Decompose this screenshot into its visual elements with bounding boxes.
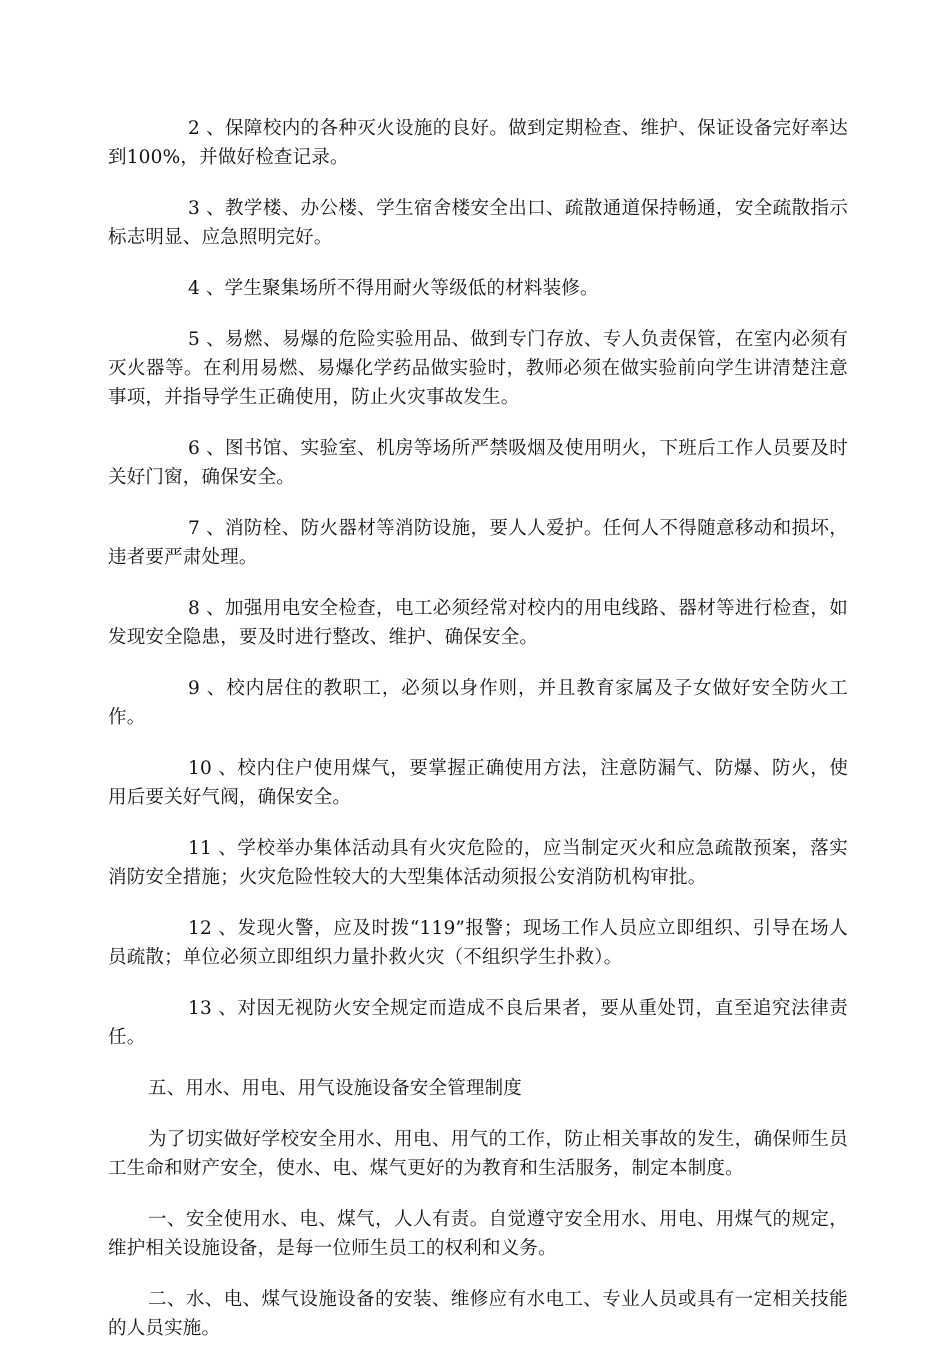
list-item-2 (108, 114, 848, 172)
list-item-10 (108, 754, 848, 812)
list-item-5 (108, 325, 848, 412)
item-number: 6 (188, 438, 200, 459)
item-number: 10 (188, 758, 212, 779)
list-item-9 (108, 674, 848, 732)
item-number: 3 (188, 198, 200, 219)
item-number: 8 (188, 598, 200, 619)
section-rule-1: 一、安全使用水、电、煤气，人人有责。自觉遵守安全用水、用电、用煤气的规定，维护相关设施设备，是每一位师生员工的权利和义务。 (108, 1209, 848, 1259)
item-text: 、学校举办集体活动具有火灾危险的，应当制定灭火和应急疏散预案，落实消防安全措施；火灾危险性较大的大型集体活动须报公安消防机构审批。 (108, 838, 848, 888)
list-item-11 (108, 834, 848, 892)
item-text: 、加强用电安全检查，电工必须经常对校内的用电线路、器材等进行检查，如发现安全隐患，要及时进行整改、维护、确保安全。 (108, 598, 848, 648)
item-text: 、校内住户使用煤气，要掌握正确使用方法，注意防漏气、防爆、防火，使用后要关好气阀，确保安全。 (108, 758, 848, 808)
list-item-8 (108, 594, 848, 652)
item-number: 13 (188, 998, 212, 1019)
item-text: 、对因无视防火安全规定而造成不良后果者，要从重处罚，直至追究法律责任。 (108, 998, 848, 1048)
item-number: 12 (188, 918, 212, 939)
item-number: 5 (188, 329, 200, 350)
document-body (108, 114, 848, 1365)
list-item-7 (108, 514, 848, 572)
item-text: 、发现火警，应及时拨“119”报警；现场工作人员应立即组织、引导在场人员疏散；单位必须立即组织力量扑救火灾（不组织学生扑救）。 (108, 918, 848, 968)
section-intro-paragraph: 为了切实做好学校安全用水、用电、用气的工作，防止相关事故的发生，确保师生员工生命和财产安全，使水、电、煤气更好的为教育和生活服务，制定本制度。 (108, 1129, 848, 1179)
item-text: 、图书馆、实验室、机房等场所严禁吸烟及使用明火，下班后工作人员要及时关好门窗，确保安全。 (108, 438, 848, 488)
section-rule-2: 二、水、电、煤气设施设备的安装、维修应有水电工、专业人员或具有一定相关技能的人员实施。 (108, 1289, 848, 1339)
list-item-6 (108, 434, 848, 492)
item-text: 、校内居住的教职工，必须以身作则，并且教育家属及子女做好安全防火工作。 (108, 678, 848, 728)
list-item-12 (108, 914, 848, 972)
list-item-3 (108, 194, 848, 252)
item-text: 、易燃、易爆的危险实验用品、做到专门存放、专人负责保管，在室内必须有灭火器等。在利用易燃、易爆化学药品做实验时，教师必须在做实验前向学生讲清楚注意事项，并指导学生正确使用，防止火灾事故发生。 (108, 329, 848, 408)
item-text: 、消防栓、防火器材等消防设施，要人人爱护。任何人不得随意移动和损坏，违者要严肃处理。 (108, 518, 848, 568)
item-number: 2 (188, 118, 200, 139)
section-heading: 五、用水、用电、用气设施设备安全管理制度 (148, 1078, 523, 1099)
item-text: 、学生聚集场所不得用耐火等级低的材料装修。 (205, 278, 599, 299)
item-number: 9 (188, 678, 200, 699)
list-item-13 (108, 994, 848, 1052)
item-number: 4 (188, 278, 200, 299)
item-number: 11 (188, 838, 212, 859)
item-text: 、教学楼、办公楼、学生宿舍楼安全出口、疏散通道保持畅通，安全疏散指示标志明显、应急照明完好。 (108, 198, 848, 248)
item-number: 7 (188, 518, 200, 539)
item-text: 、保障校内的各种灭火设施的良好。做到定期检查、维护、保证设备完好率达到100%，并做好检查记录。 (108, 118, 848, 168)
list-item-4 (108, 274, 848, 303)
